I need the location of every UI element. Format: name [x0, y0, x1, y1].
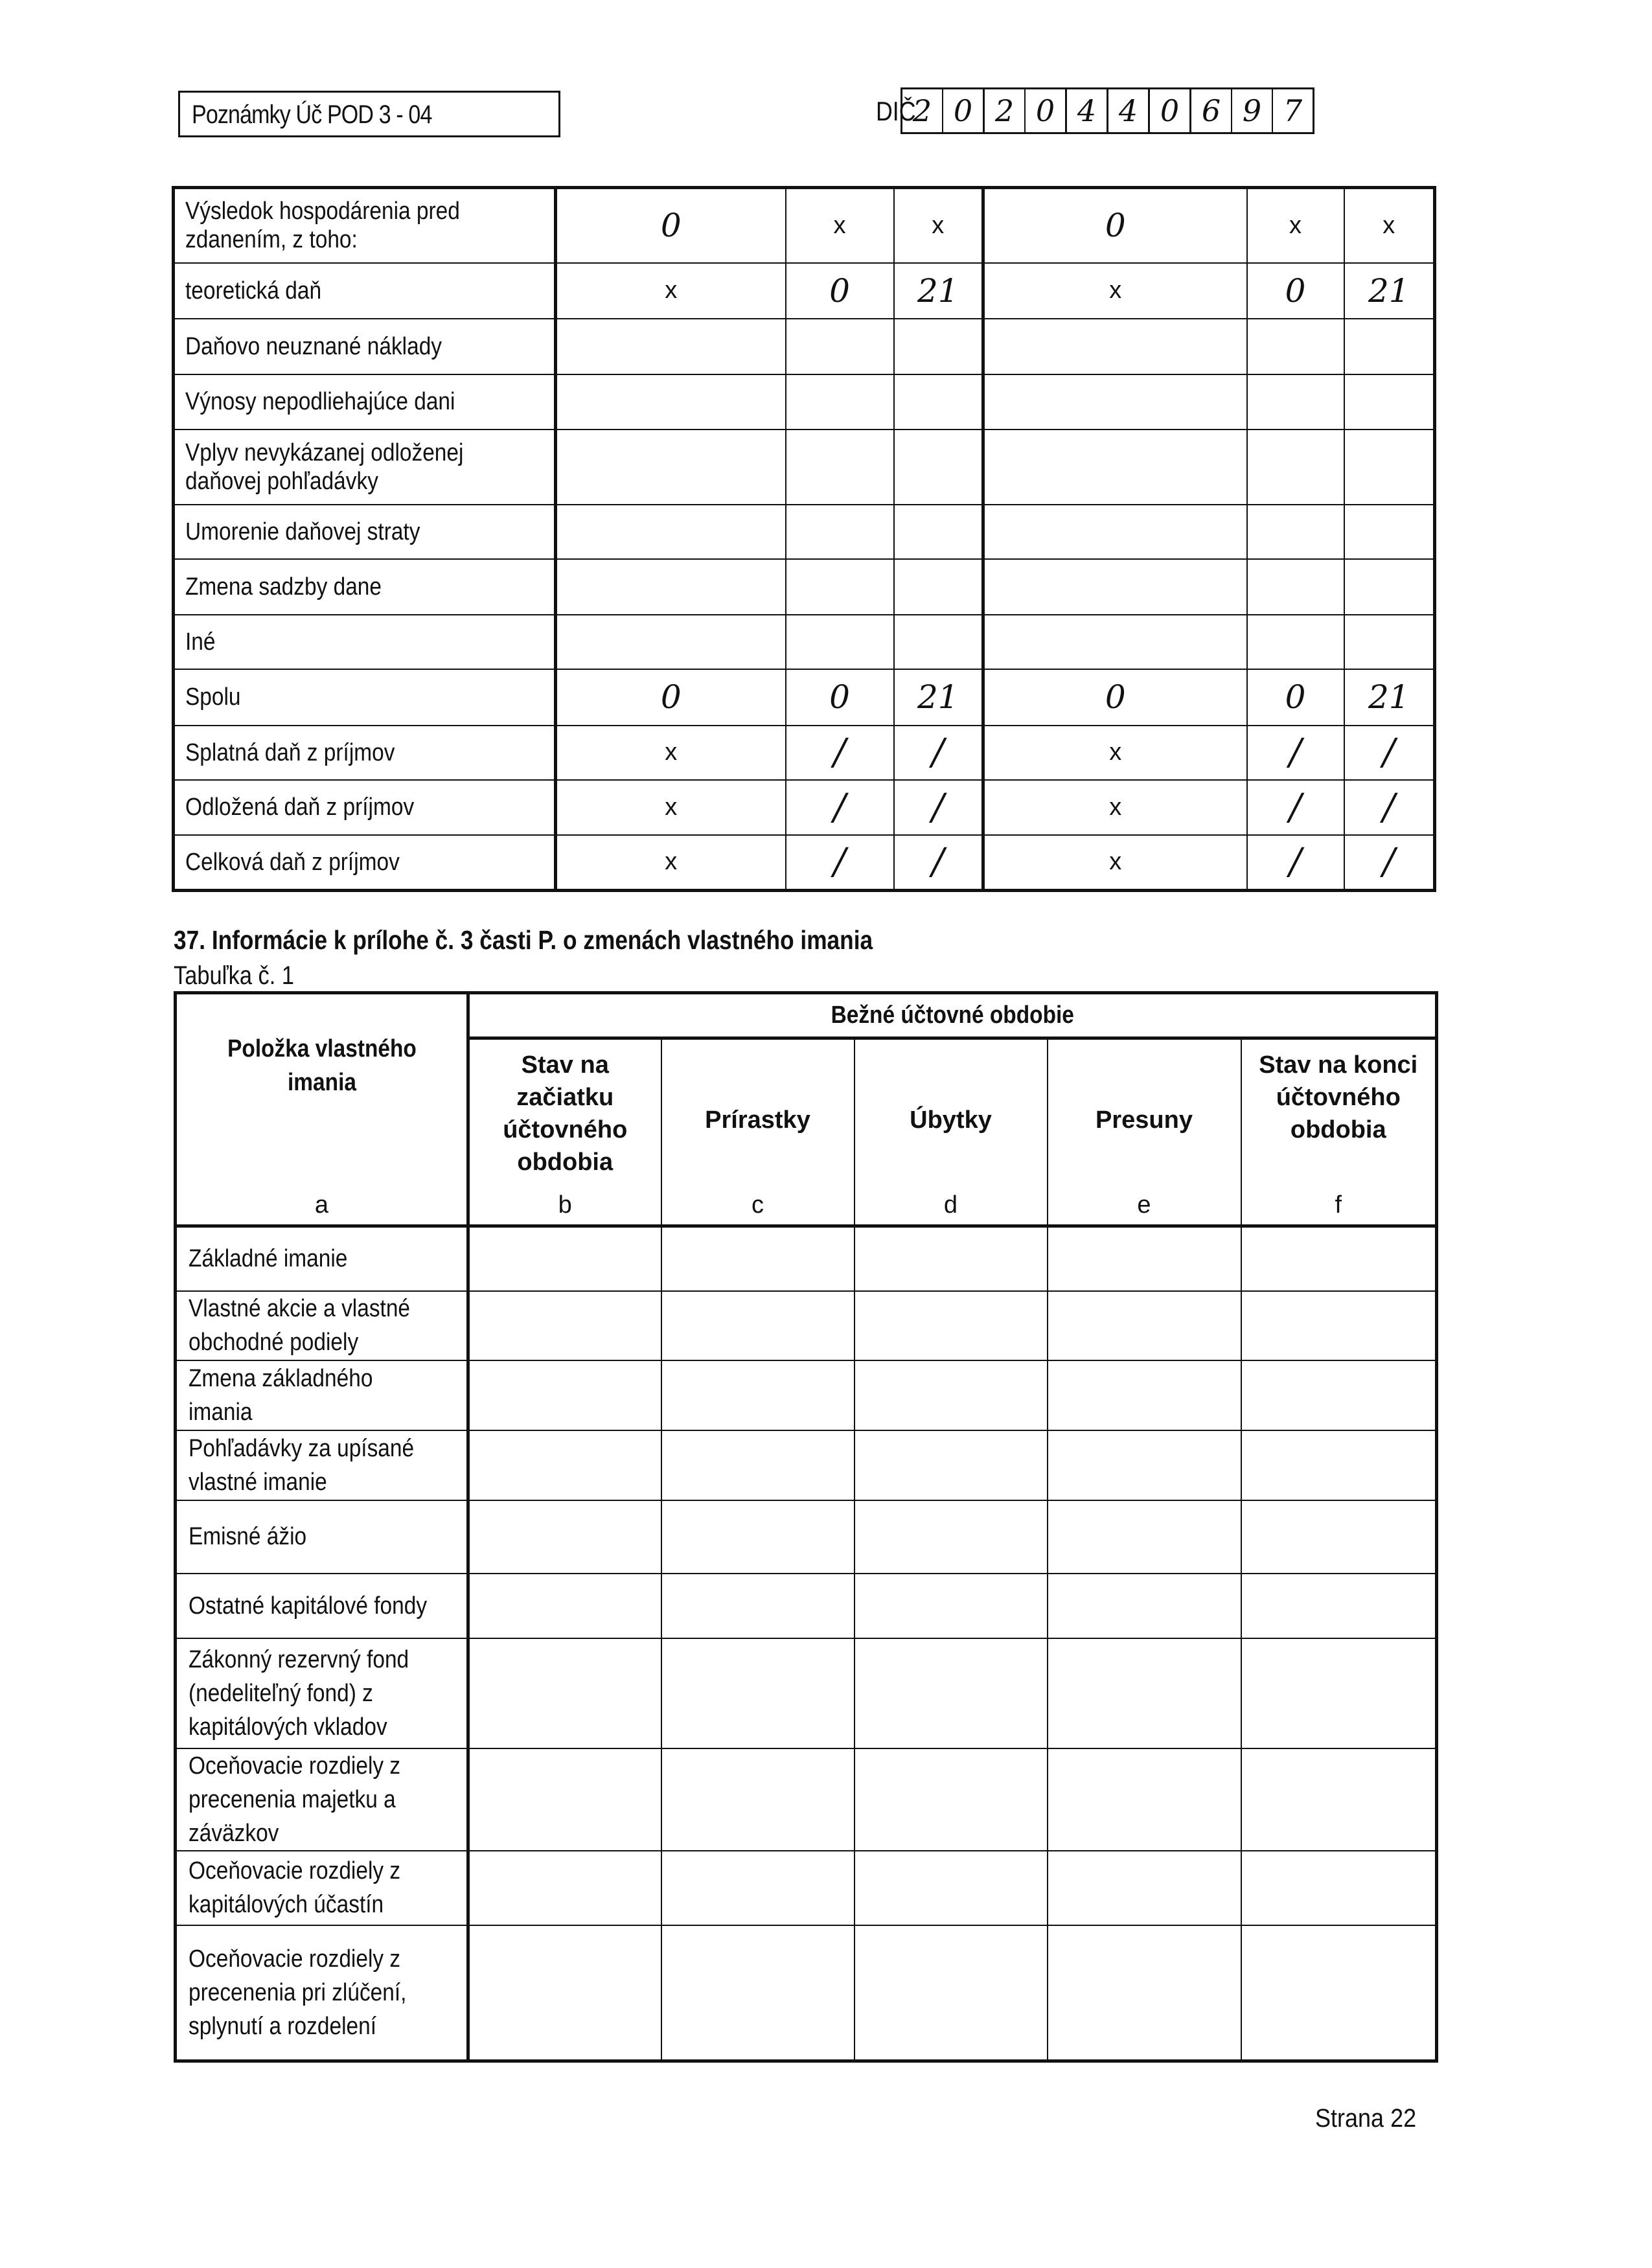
value-cell[interactable]	[1048, 1430, 1241, 1500]
value-cell[interactable]: x	[894, 188, 983, 263]
value-cell[interactable]	[983, 374, 1247, 430]
value-cell[interactable]	[1048, 1638, 1241, 1748]
value-cell[interactable]	[1247, 430, 1344, 505]
value-cell[interactable]	[894, 374, 983, 430]
value-cell[interactable]	[1241, 1851, 1437, 1925]
column-letter: c	[751, 1191, 764, 1219]
column-header	[1048, 1038, 1241, 1226]
dic-field[interactable]	[901, 87, 1314, 134]
value-cell[interactable]	[1048, 1291, 1241, 1360]
row-label: Pohľadávky za upísané vlastné imanie	[176, 1430, 468, 1500]
row-label: Zákonný rezervný fond (nedeliteľný fond) z kapitálových vkladov	[176, 1638, 468, 1748]
value-cell[interactable]	[894, 430, 983, 505]
value-cell[interactable]	[786, 559, 894, 615]
value-cell[interactable]	[556, 559, 786, 615]
value-cell[interactable]	[661, 1360, 855, 1430]
value-cell[interactable]	[1048, 1925, 1241, 2061]
value-cell[interactable]	[983, 559, 1247, 615]
dic-digit[interactable]: 7	[1283, 93, 1303, 128]
value-cell[interactable]	[661, 1925, 855, 2061]
column-header	[661, 1038, 855, 1226]
page-number: Strana 22	[1315, 2104, 1417, 2133]
value-cell[interactable]	[661, 1226, 855, 1291]
value-cell[interactable]: x	[786, 188, 894, 263]
value-cell[interactable]	[468, 1748, 661, 1851]
value-cell[interactable]: x	[983, 263, 1247, 319]
value-cell[interactable]	[1241, 1226, 1437, 1291]
table-row	[176, 1925, 1437, 2061]
value-cell[interactable]	[1247, 505, 1344, 559]
value-cell[interactable]	[786, 319, 894, 374]
value-cell[interactable]: x	[556, 780, 786, 835]
value-cell[interactable]	[468, 1291, 661, 1360]
value-cell[interactable]	[1344, 319, 1435, 374]
table-row	[176, 1851, 1437, 1925]
value-cell[interactable]	[1344, 430, 1435, 505]
value-cell[interactable]	[1048, 1226, 1241, 1291]
value-cell[interactable]: /	[1247, 835, 1344, 891]
table-row	[176, 1748, 1437, 1851]
column-letter: f	[1335, 1191, 1342, 1219]
value-cell[interactable]	[786, 615, 894, 669]
value-cell[interactable]	[855, 1638, 1048, 1748]
value-cell[interactable]	[855, 1925, 1048, 2061]
column-letter: b	[558, 1191, 572, 1219]
column-letter: e	[1137, 1191, 1151, 1219]
table-label: Tabuľka č. 1	[174, 961, 294, 990]
table-row	[174, 835, 1435, 891]
value-cell[interactable]	[1241, 1430, 1437, 1500]
value-cell[interactable]	[1241, 1360, 1437, 1430]
table-row	[174, 559, 1435, 615]
value-cell[interactable]	[786, 505, 894, 559]
table-row	[174, 430, 1435, 505]
row-label: Odložená daň z príjmov	[174, 780, 556, 835]
value-cell[interactable]	[855, 1851, 1048, 1925]
value-cell[interactable]	[661, 1748, 855, 1851]
value-cell[interactable]	[1241, 1925, 1437, 2061]
value-cell[interactable]	[786, 374, 894, 430]
value-cell[interactable]: /	[1344, 835, 1435, 891]
value-cell[interactable]	[468, 1574, 661, 1638]
value-cell[interactable]	[1241, 1574, 1437, 1638]
item-header: Položka vlastného imania	[227, 1035, 417, 1096]
row-label: Výsledok hospodárenia pred zdanením, z toho:	[174, 188, 556, 263]
column-header-label: Stav na konci účtovného obdobia	[1259, 1051, 1418, 1143]
value-cell[interactable]	[661, 1574, 855, 1638]
value-cell[interactable]	[661, 1291, 855, 1360]
table-row	[174, 263, 1435, 319]
dic-digit[interactable]: 9	[1232, 89, 1273, 132]
value-cell[interactable]	[855, 1226, 1048, 1291]
value-cell[interactable]: /	[894, 780, 983, 835]
tax-reconciliation-table	[172, 186, 1436, 892]
value-cell[interactable]	[1048, 1500, 1241, 1574]
value-cell[interactable]	[556, 615, 786, 669]
value-cell[interactable]: x	[1247, 188, 1344, 263]
row-label: Ostatné kapitálové fondy	[176, 1574, 468, 1638]
value-cell[interactable]	[855, 1574, 1048, 1638]
value-cell[interactable]	[894, 615, 983, 669]
column-header	[1241, 1038, 1437, 1226]
row-label: Zmena základného imania	[176, 1360, 468, 1430]
column-header	[468, 1038, 661, 1226]
value-cell[interactable]	[468, 1430, 661, 1500]
table-row	[176, 1291, 1437, 1360]
value-cell[interactable]: /	[1247, 726, 1344, 780]
value-cell[interactable]: 0	[556, 188, 786, 263]
row-label: Spolu	[174, 669, 556, 726]
form-code: Poznámky Úč POD 3 - 04	[192, 100, 432, 129]
table-row	[176, 1638, 1437, 1748]
row-label: Iné	[174, 615, 556, 669]
value-cell[interactable]	[468, 1925, 661, 2061]
value-cell[interactable]	[786, 430, 894, 505]
value-cell[interactable]: 21	[1344, 669, 1435, 726]
dic-digit[interactable]: 0	[1150, 89, 1191, 132]
table-row	[174, 780, 1435, 835]
dic-digit[interactable]: 6	[1191, 89, 1232, 132]
column-header-label: Presuny	[1096, 1106, 1193, 1134]
value-cell[interactable]	[855, 1748, 1048, 1851]
row-label: Oceňovacie rozdiely z precenenia pri zlúčení, splynutí a rozdelení	[176, 1925, 468, 2061]
value-cell[interactable]	[983, 430, 1247, 505]
table-row	[176, 1500, 1437, 1574]
value-cell[interactable]	[556, 319, 786, 374]
value-cell[interactable]	[894, 559, 983, 615]
value-cell[interactable]: x	[1344, 188, 1435, 263]
value-cell[interactable]: 21	[894, 669, 983, 726]
value-cell[interactable]	[894, 505, 983, 559]
value-cell[interactable]: 0	[1247, 669, 1344, 726]
table-row	[174, 188, 1435, 263]
value-cell[interactable]	[1048, 1748, 1241, 1851]
value-cell[interactable]	[661, 1430, 855, 1500]
row-label: Daňovo neuznané náklady	[174, 319, 556, 374]
row-label: Základné imanie	[176, 1226, 468, 1291]
value-cell[interactable]	[1344, 374, 1435, 430]
value-cell[interactable]	[468, 1851, 661, 1925]
value-cell[interactable]: /	[1247, 780, 1344, 835]
item-header-cell	[176, 993, 468, 1226]
value-cell[interactable]: x	[983, 835, 1247, 891]
value-cell[interactable]: /	[786, 835, 894, 891]
dic-digit[interactable]: 4	[1108, 89, 1150, 132]
value-cell[interactable]	[1048, 1851, 1241, 1925]
value-cell[interactable]: 0	[1247, 263, 1344, 319]
column-header-label: Prírastky	[705, 1106, 810, 1134]
value-cell[interactable]	[661, 1500, 855, 1574]
column-letter: d	[943, 1191, 958, 1219]
value-cell[interactable]	[855, 1430, 1048, 1500]
value-cell[interactable]: 0	[786, 669, 894, 726]
dic-digit[interactable]: 0	[943, 89, 985, 132]
row-label: Zmena sadzby dane	[174, 559, 556, 615]
table-row	[176, 1430, 1437, 1500]
value-cell[interactable]: 21	[1344, 263, 1435, 319]
equity-changes-table	[174, 991, 1438, 2063]
value-cell[interactable]	[983, 615, 1247, 669]
value-cell[interactable]	[1241, 1638, 1437, 1748]
value-cell[interactable]	[1247, 319, 1344, 374]
value-cell[interactable]	[1241, 1500, 1437, 1574]
value-cell[interactable]	[855, 1500, 1048, 1574]
table-row	[174, 669, 1435, 726]
value-cell[interactable]	[1048, 1360, 1241, 1430]
value-cell[interactable]: /	[1344, 726, 1435, 780]
column-header-label: Úbytky	[910, 1106, 992, 1134]
value-cell[interactable]	[855, 1291, 1048, 1360]
value-cell[interactable]	[556, 374, 786, 430]
value-cell[interactable]	[661, 1851, 855, 1925]
dic-digit[interactable]: 4	[1067, 89, 1108, 132]
column-header-label: Stav na začiatku účtovného obdobia	[503, 1051, 628, 1176]
row-label: Umorenie daňovej straty	[174, 505, 556, 559]
value-cell[interactable]	[1344, 615, 1435, 669]
value-cell[interactable]	[468, 1226, 661, 1291]
value-cell[interactable]: x	[983, 780, 1247, 835]
value-cell[interactable]: x	[556, 263, 786, 319]
table-row	[174, 319, 1435, 374]
column-header	[855, 1038, 1048, 1226]
value-cell[interactable]: x	[556, 835, 786, 891]
row-label: Oceňovacie rozdiely z precenenia majetku a záväzkov	[176, 1748, 468, 1851]
value-cell[interactable]	[855, 1360, 1048, 1430]
value-cell[interactable]	[1241, 1748, 1437, 1851]
row-label: Celková daň z príjmov	[174, 835, 556, 891]
dic-label: DIČ	[876, 96, 916, 126]
row-label: Vlastné akcie a vlastné obchodné podiely	[176, 1291, 468, 1360]
value-cell[interactable]	[1048, 1574, 1241, 1638]
value-cell[interactable]	[468, 1638, 661, 1748]
section-title: 37. Informácie k prílohe č. 3 časti P. o zmenách vlastného imania	[174, 925, 873, 955]
value-cell[interactable]	[556, 430, 786, 505]
value-cell[interactable]: 0	[556, 669, 786, 726]
column-letter: a	[314, 1191, 329, 1219]
table-row	[176, 1574, 1437, 1638]
table-row	[174, 374, 1435, 430]
value-cell[interactable]: /	[894, 726, 983, 780]
value-cell[interactable]: x	[556, 726, 786, 780]
value-cell[interactable]: 21	[894, 263, 983, 319]
value-cell[interactable]: 0	[786, 263, 894, 319]
table-row	[174, 505, 1435, 559]
table-row	[176, 1226, 1437, 1291]
value-cell[interactable]	[1247, 374, 1344, 430]
value-cell[interactable]	[894, 319, 983, 374]
table-row	[176, 1360, 1437, 1430]
dic-digit[interactable]: 2	[902, 89, 943, 132]
value-cell[interactable]	[1247, 559, 1344, 615]
value-cell[interactable]	[1247, 615, 1344, 669]
value-cell[interactable]	[468, 1360, 661, 1430]
form-code-box	[178, 91, 560, 137]
period-header: Bežné účtovné obdobie	[468, 993, 1437, 1038]
value-cell[interactable]	[983, 319, 1247, 374]
row-label: Výnosy nepodliehajúce dani	[174, 374, 556, 430]
value-cell[interactable]: 0	[983, 188, 1247, 263]
dic-digit[interactable]: 2	[985, 89, 1026, 132]
value-cell[interactable]	[1344, 505, 1435, 559]
value-cell[interactable]	[1241, 1291, 1437, 1360]
value-cell[interactable]	[468, 1500, 661, 1574]
row-label: Emisné ážio	[176, 1500, 468, 1574]
value-cell[interactable]	[983, 505, 1247, 559]
row-label: teoretická daň	[174, 263, 556, 319]
value-cell[interactable]	[556, 505, 786, 559]
row-label: Oceňovacie rozdiely z kapitálových účastín	[176, 1851, 468, 1925]
table-row	[174, 726, 1435, 780]
dic-digit[interactable]: 0	[1026, 89, 1067, 132]
row-label: Splatná daň z príjmov	[174, 726, 556, 780]
value-cell[interactable]: /	[786, 780, 894, 835]
value-cell[interactable]: /	[786, 726, 894, 780]
value-cell[interactable]: /	[1344, 780, 1435, 835]
value-cell[interactable]	[661, 1638, 855, 1748]
row-label: Vplyv nevykázanej odloženej daňovej pohľadávky	[174, 430, 556, 505]
value-cell[interactable]: 0	[983, 669, 1247, 726]
value-cell[interactable]: x	[983, 726, 1247, 780]
value-cell[interactable]	[1344, 559, 1435, 615]
value-cell[interactable]: /	[894, 835, 983, 891]
table-row	[174, 615, 1435, 669]
